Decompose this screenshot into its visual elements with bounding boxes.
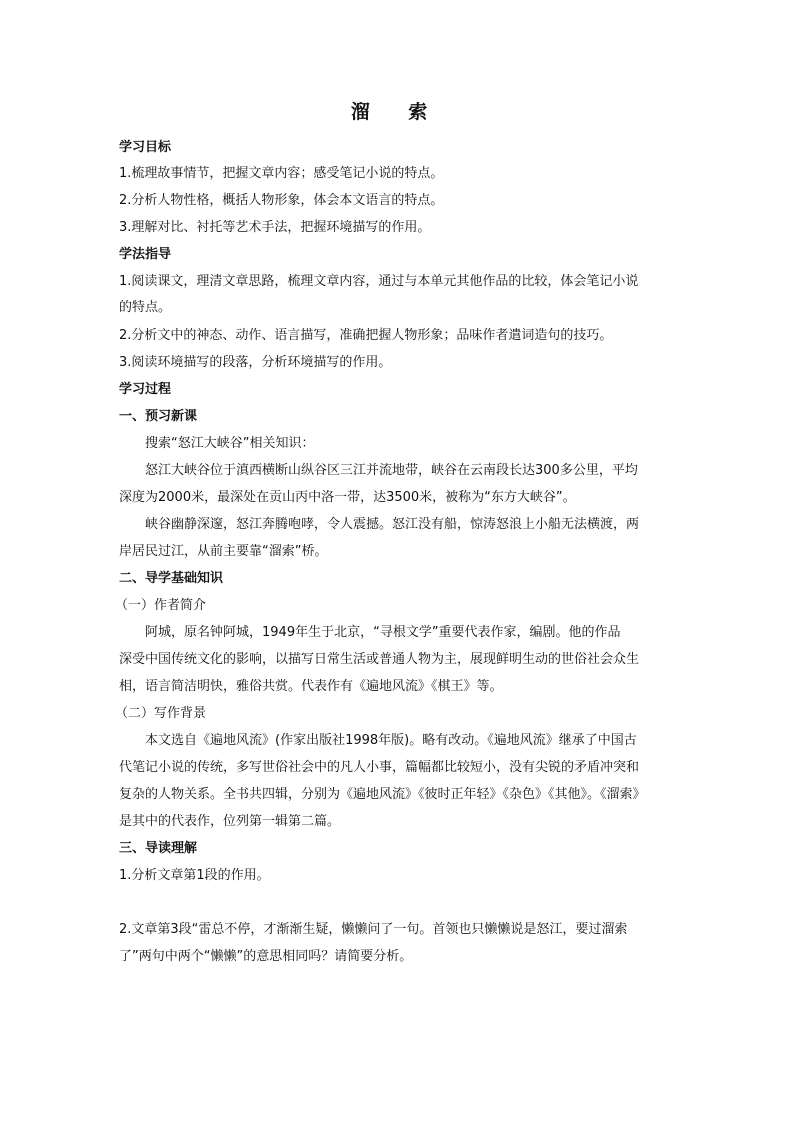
heading-preview: 一、预习新课 — [119, 409, 198, 424]
preview-p2-line-1: 峡谷幽静深邃，怒江奔腾咆哮，令人震撼。怒江没有船，惊涛怒浪上小船无法横渡，两 — [145, 517, 640, 532]
goal-3: 3.理解对比、衬托等艺术手法，把握环境描写的作用。 — [119, 220, 431, 235]
background-line-3: 复杂的人物关系。全书共四辑，分别为《遍地风流》《彼时正年轻》《杂色》《其他》。《溜索》 — [119, 787, 646, 802]
heading-learning-process: 学习过程 — [119, 382, 172, 397]
goal-1: 1.梳理故事情节，把握文章内容；感受笔记小说的特点。 — [119, 166, 444, 181]
method-1-line-1: 1.阅读课文，理清文章思路，梳理文章内容，通过与本单元其他作品的比较，体会笔记小说 — [119, 274, 639, 289]
subheading-background: （二）写作背景 — [115, 706, 207, 721]
heading-learning-goals: 学习目标 — [119, 140, 172, 155]
document-title: 溜 索 — [350, 101, 444, 123]
question-1: 1.分析文章第1段的作用。 — [119, 868, 270, 883]
goal-2: 2.分析人物性格，概括人物形象，体会本文语言的特点。 — [119, 193, 444, 208]
method-2: 2.分析文中的神态、动作、语言描写，准确把握人物形象；品味作者遣词造句的技巧。 — [119, 328, 613, 343]
preview-p1-line-1: 怒江大峡谷位于滇西横断山纵谷区三江并流地带，峡谷在云南段长达300多公里，平均 — [145, 463, 638, 478]
author-line-3: 相，语言简洁明快，雅俗共赏。代表作有《遍地风流》《棋王》等。 — [119, 679, 503, 694]
subheading-author: （一）作者简介 — [115, 598, 207, 613]
heading-reading: 三、导读理解 — [119, 841, 198, 856]
method-1-line-2: 的特点。 — [119, 300, 172, 315]
preview-p1-line-2: 深度为2000米，最深处在贡山丙中洛一带，达3500米，被称为“东方大峡谷”。 — [119, 490, 576, 505]
question-2-line-2: 了”两句中两个“懒懒”的意思相同吗？请简要分析。 — [119, 949, 413, 964]
method-3: 3.阅读环境描写的段落，分析环境描写的作用。 — [119, 355, 392, 370]
author-line-1: 阿城，原名钟阿城，1949年生于北京，“寻根文学”重要代表作家，编剧。他的作品 — [145, 625, 621, 640]
heading-basics: 二、导学基础知识 — [119, 571, 224, 586]
heading-method-guide: 学法指导 — [119, 247, 172, 262]
background-line-4: 是其中的代表作，位列第一辑第二篇。 — [119, 814, 341, 829]
author-line-2: 深受中国传统文化的影响，以描写日常生活或普通人物为主，展现鲜明生动的世俗社会众生 — [119, 652, 640, 667]
background-line-2: 代笔记小说的传统，多写世俗社会中的凡人小事，篇幅都比较短小，没有尖锐的矛盾冲突和 — [119, 760, 640, 775]
preview-p2-line-2: 岸居民过江，从前主要靠“溜索”桥。 — [119, 544, 328, 559]
background-line-1: 本文选自《遍地风流》(作家出版社1998年版)。略有改动。《遍地风流》继承了中国古 — [145, 733, 637, 748]
preview-search: 搜索“怒江大峡谷”相关知识： — [145, 436, 315, 451]
question-2-line-1: 2.文章第3段“雷总不停，才渐渐生疑，懒懒问了一句。首领也只懒懒说是怒江，要过溜索 — [119, 922, 628, 937]
